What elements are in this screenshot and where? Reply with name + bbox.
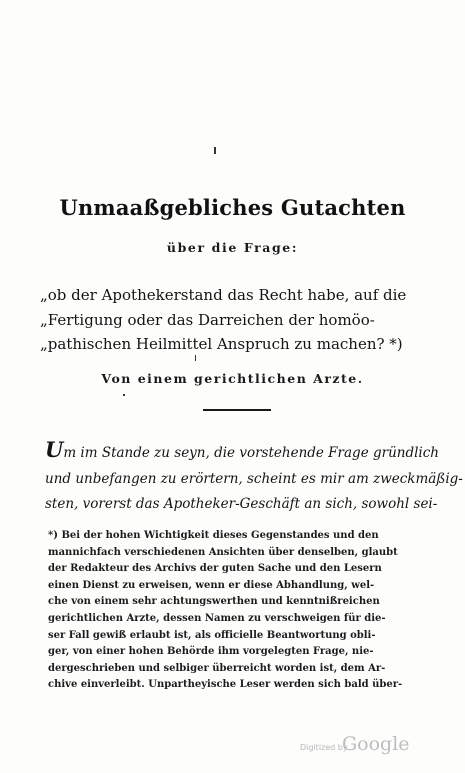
body-line: und unbefangen zu erörtern, scheint es mir am zweckmäßig-	[45, 470, 463, 487]
footnote-line: *) Bei der hohen Wichtigkeit dieses Gegenstandes und den	[48, 530, 379, 541]
ink-speck	[214, 147, 216, 154]
ink-speck	[123, 394, 125, 396]
footnote-line: che von einem sehr achtungswerthen und kenntnißreichen	[48, 596, 380, 608]
google-logo: Google	[342, 733, 410, 755]
watermark-digitized-text: Digitized by	[300, 743, 348, 752]
page-title: Unmaaßgebliches Gutachten	[59, 195, 406, 220]
footnote-line: gerichtlichen Arzte, dessen Namen zu verschweigen für die-	[48, 612, 386, 624]
footnote-line: ger, von einer hohen Behörde ihm vorgelegten Frage, nie-	[48, 646, 374, 658]
footnote-line: einen Dienst zu erweisen, wenn er diese Abhandlung, wel-	[48, 579, 375, 591]
question-line: „pathischen Heilmittel Anspruch zu machen? *)	[40, 335, 403, 353]
body-line	[45, 437, 440, 467]
question-block	[40, 283, 440, 357]
footnote-line: ser Fall gewiß erlaubt ist, als officielle Beantwortung obli-	[48, 629, 376, 641]
footnote-line: der Redakteur des Archivs der guten Sache und den Lesern	[48, 563, 382, 575]
question-line: „Fertigung oder das Darreichen der homöo-	[40, 310, 375, 329]
digitization-watermark	[300, 735, 450, 761]
footnote-line: mannichfach verschiedenen Ansichten über denselben, glaubt	[48, 546, 398, 558]
body-line-text: m im Stande zu seyn, die vorstehende Frage gründlich	[63, 445, 439, 461]
footnote-line: dergeschrieben und selbiger überreicht worden ist, dem Ar-	[48, 662, 386, 674]
section-divider	[203, 409, 271, 411]
question-line: „ob der Apothekerstand das Recht habe, auf die	[40, 286, 407, 304]
author-line: Von einem gerichtlichen Arzte.	[101, 371, 364, 386]
footnote	[48, 528, 440, 694]
footnote-line: chive einverleibt. Unpartheyische Leser werden sich bald über-	[48, 679, 403, 691]
drop-capital: U	[45, 437, 64, 462]
body-line: sten, vorerst das Apotheker-Geschäft an sich, sowohl sei-	[45, 496, 438, 512]
body-paragraph	[45, 437, 463, 518]
page-subtitle: über die Frage:	[166, 240, 299, 255]
